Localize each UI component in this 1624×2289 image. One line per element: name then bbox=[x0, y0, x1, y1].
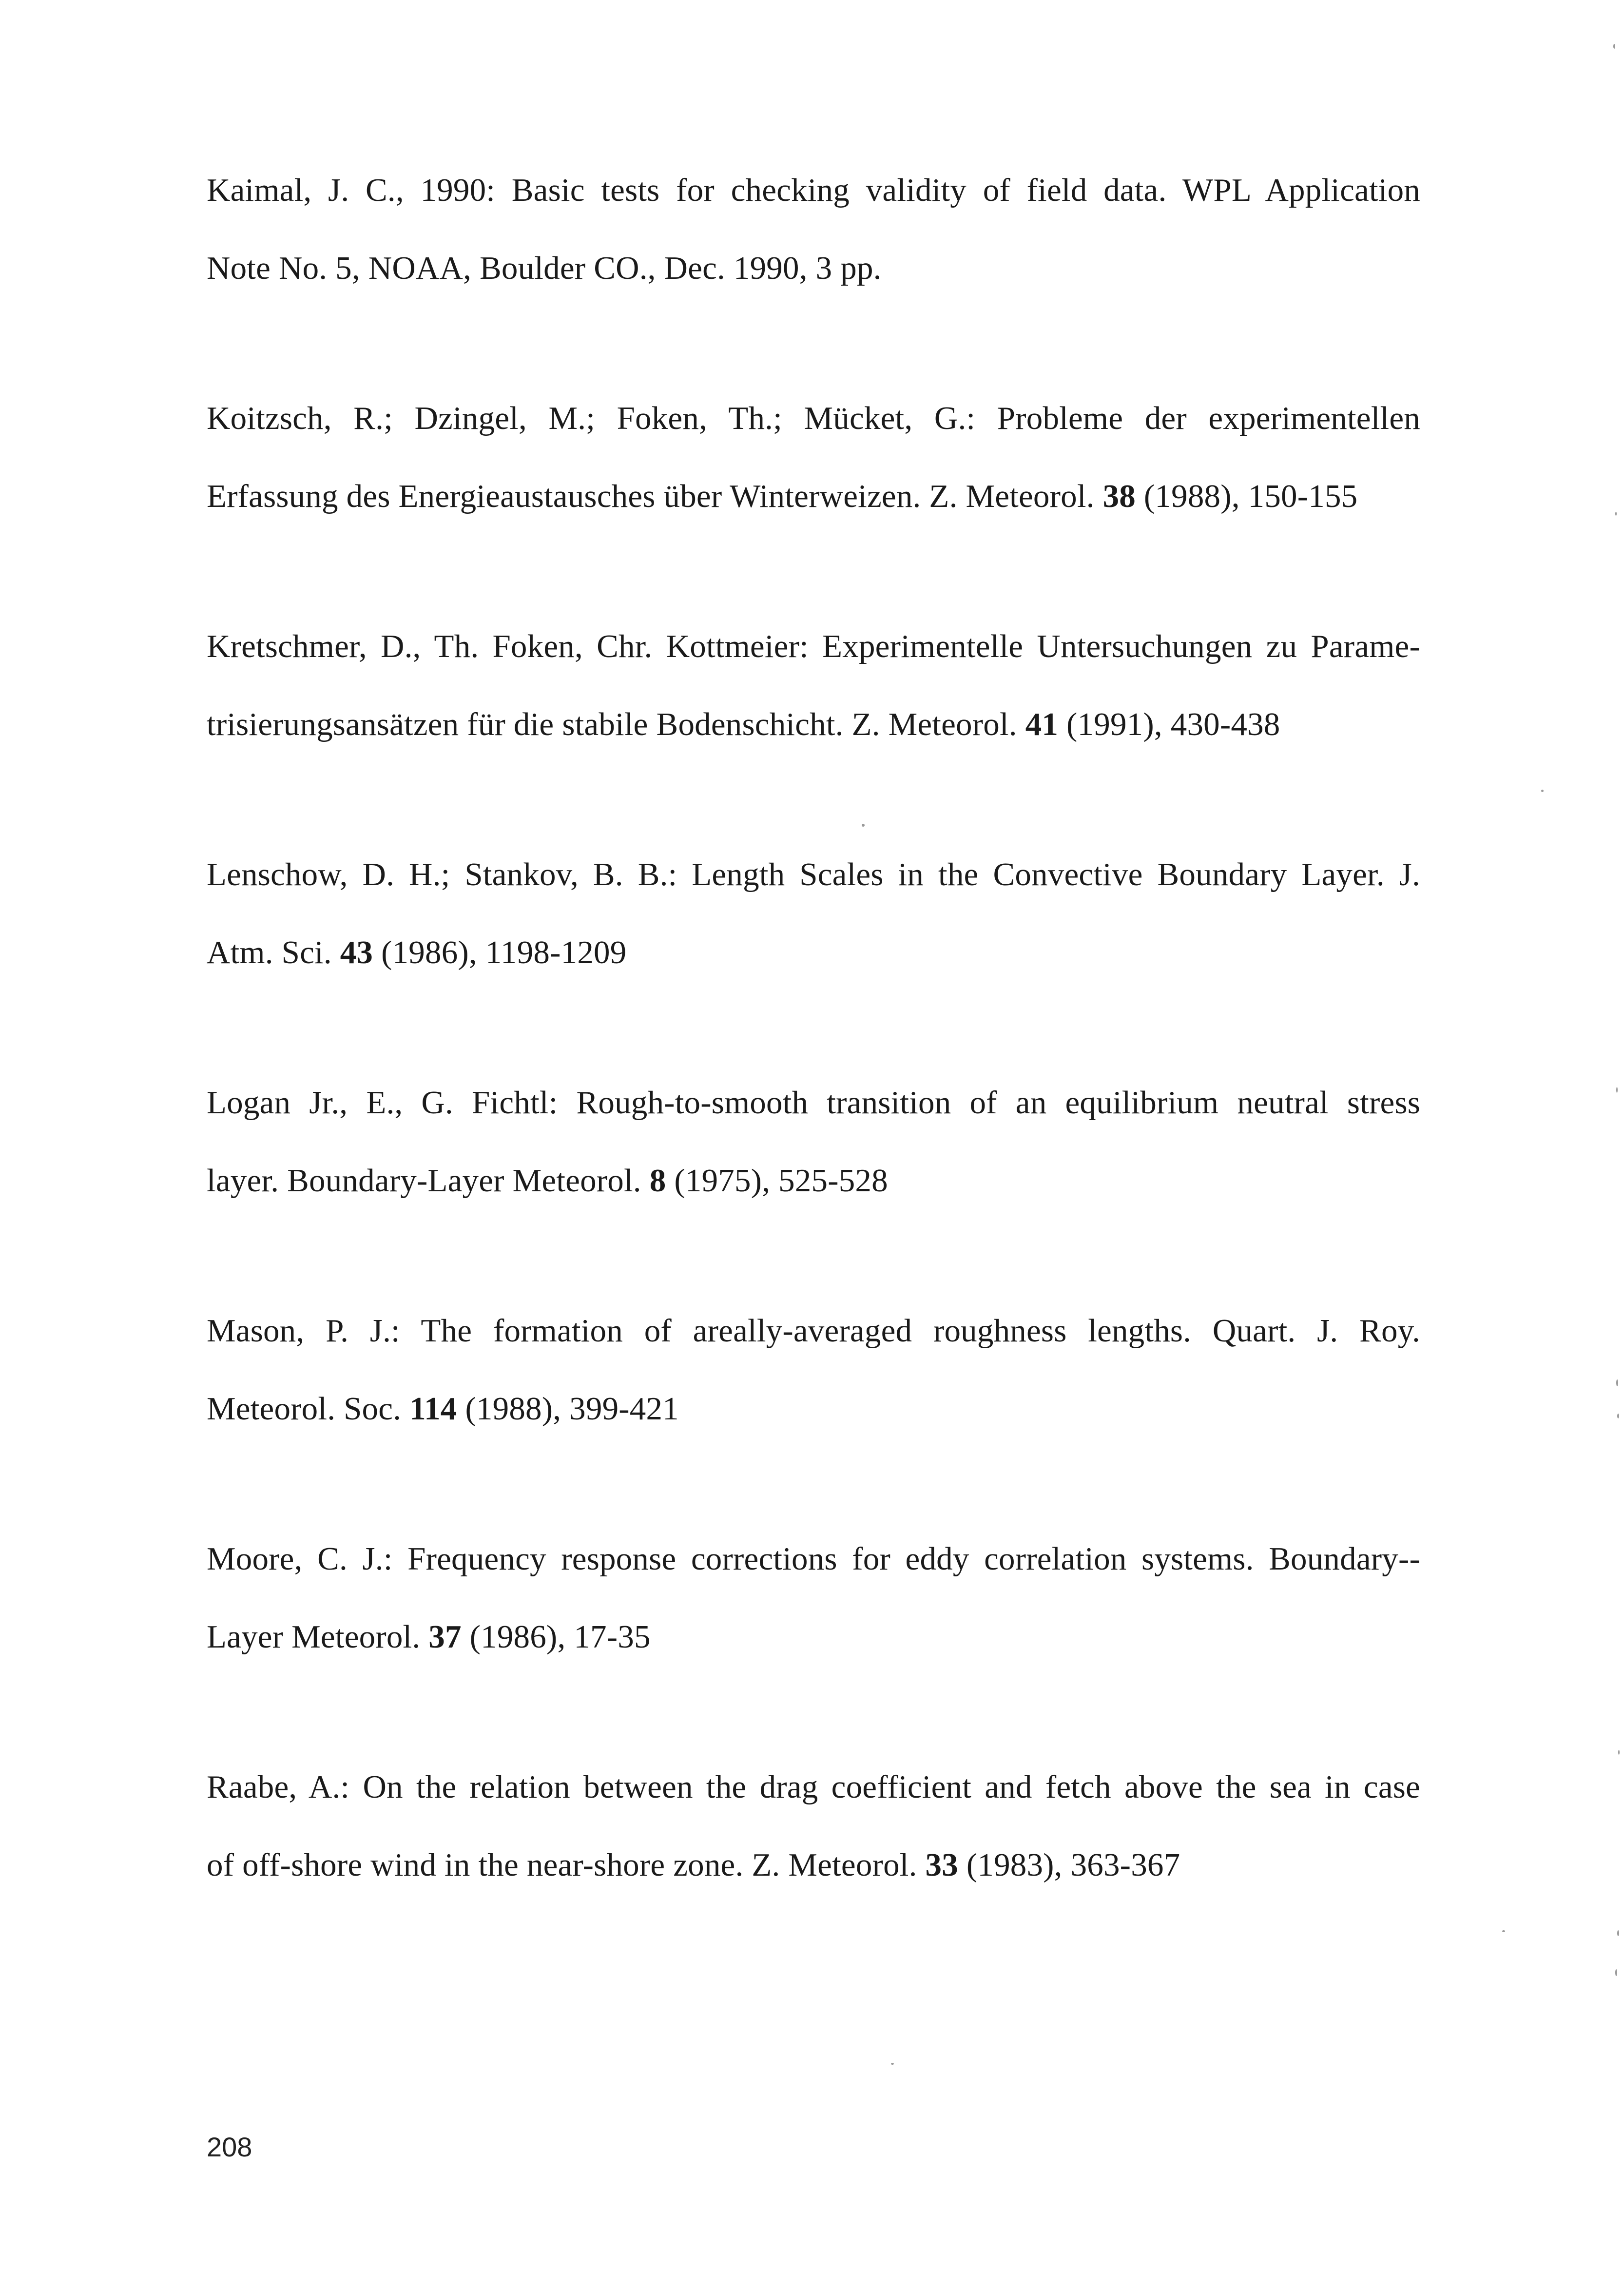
reference-text: of off-shore wind in the near-shore zone. Z. Meteorol. bbox=[207, 1847, 926, 1883]
reference-line bbox=[207, 1370, 1420, 1448]
reference-text: Lenschow, D. H.; Stankov, B. B.: Length Scales in the Convective Boundary Layer. J. bbox=[207, 856, 1420, 892]
reference-text: (1988), 150-155 bbox=[1135, 478, 1358, 514]
volume-number: 41 bbox=[1025, 706, 1059, 742]
reference-text: Kaimal, J. C., 1990: Basic tests for checking validity of field data. WPL Application bbox=[207, 172, 1420, 208]
reference-line bbox=[207, 1748, 1420, 1826]
reference-text: Moore, C. J.: Frequency response corrections for eddy correlation systems. Boundary-- bbox=[207, 1541, 1420, 1577]
page-number: 208 bbox=[207, 2132, 252, 2162]
scan-speck bbox=[1618, 1750, 1620, 1755]
reference-entry-raabe bbox=[207, 1748, 1420, 1904]
reference-text: Erfassung des Energieaustausches über Winterweizen. Z. Meteorol. bbox=[207, 478, 1103, 514]
reference-entry-mason bbox=[207, 1292, 1420, 1448]
scan-speck bbox=[1615, 512, 1617, 516]
reference-text: (1986), 17-35 bbox=[461, 1619, 651, 1655]
reference-line bbox=[207, 913, 1420, 991]
reference-line bbox=[207, 1520, 1420, 1598]
reference-text: Raabe, A.: On the relation between the drag coefficient and fetch above the sea in case bbox=[207, 1769, 1420, 1805]
reference-text: Logan Jr., E., G. Fichtl: Rough-to-smooth transition of an equilibrium neutral stress bbox=[207, 1085, 1420, 1121]
scan-speck bbox=[1541, 790, 1544, 792]
scan-speck bbox=[1617, 1930, 1619, 1936]
reference-text: Meteorol. Soc. bbox=[207, 1391, 410, 1427]
reference-text: Kretschmer, D., Th. Foken, Chr. Kottmeier: Experimentelle Untersuchungen zu Parame- bbox=[207, 628, 1420, 664]
volume-number: 38 bbox=[1102, 478, 1136, 514]
reference-line bbox=[207, 457, 1420, 535]
reference-line bbox=[207, 379, 1420, 457]
scan-speck bbox=[1613, 44, 1615, 49]
reference-text: (1975), 525-528 bbox=[666, 1163, 888, 1199]
scan-speck bbox=[1615, 1969, 1617, 1976]
reference-entry-logan bbox=[207, 1064, 1420, 1220]
reference-line bbox=[207, 835, 1420, 913]
volume-number: 33 bbox=[925, 1847, 958, 1883]
reference-line bbox=[207, 1826, 1420, 1904]
reference-entry-moore bbox=[207, 1520, 1420, 1676]
reference-line bbox=[207, 1292, 1420, 1370]
reference-line bbox=[207, 607, 1420, 685]
reference-text: (1988), 399-421 bbox=[457, 1391, 679, 1427]
reference-text: layer. Boundary-Layer Meteorol. bbox=[207, 1163, 650, 1199]
scan-speck bbox=[891, 2063, 894, 2065]
reference-text: (1983), 363-367 bbox=[958, 1847, 1180, 1883]
scan-speck bbox=[1616, 1087, 1618, 1093]
reference-text: Layer Meteorol. bbox=[207, 1619, 429, 1655]
reference-text: trisierungsansätzen für die stabile Bodenschicht. Z. Meteorol. bbox=[207, 706, 1025, 742]
reference-entry-lenschow bbox=[207, 835, 1420, 991]
reference-entry-koitzsch bbox=[207, 379, 1420, 535]
scan-speck bbox=[1617, 1414, 1619, 1418]
reference-text: Note No. 5, NOAA, Boulder CO., Dec. 1990, 3 pp. bbox=[207, 250, 882, 286]
scan-speck bbox=[862, 824, 865, 827]
reference-text: Atm. Sci. bbox=[207, 934, 340, 970]
reference-text: (1986), 1198-1209 bbox=[373, 934, 627, 970]
volume-number: 43 bbox=[340, 934, 373, 970]
reference-line bbox=[207, 1598, 1420, 1676]
scan-speck bbox=[1502, 1930, 1505, 1932]
reference-text: Koitzsch, R.; Dzingel, M.; Foken, Th.; Mücket, G.: Probleme der experimentellen bbox=[207, 400, 1420, 436]
reference-line bbox=[207, 685, 1420, 763]
reference-line bbox=[207, 229, 1420, 307]
reference-text: (1991), 430-438 bbox=[1058, 706, 1280, 742]
reference-entry-kretschmer bbox=[207, 607, 1420, 763]
scan-speck bbox=[1616, 1379, 1618, 1386]
volume-number: 114 bbox=[409, 1391, 457, 1427]
reference-line bbox=[207, 151, 1420, 229]
reference-line bbox=[207, 1064, 1420, 1142]
reference-line bbox=[207, 1142, 1420, 1220]
volume-number: 8 bbox=[649, 1163, 666, 1199]
volume-number: 37 bbox=[428, 1619, 462, 1655]
reference-text: Mason, P. J.: The formation of areally-averaged roughness lengths. Quart. J. Roy. bbox=[207, 1313, 1420, 1349]
reference-entry-kaimal bbox=[207, 151, 1420, 307]
